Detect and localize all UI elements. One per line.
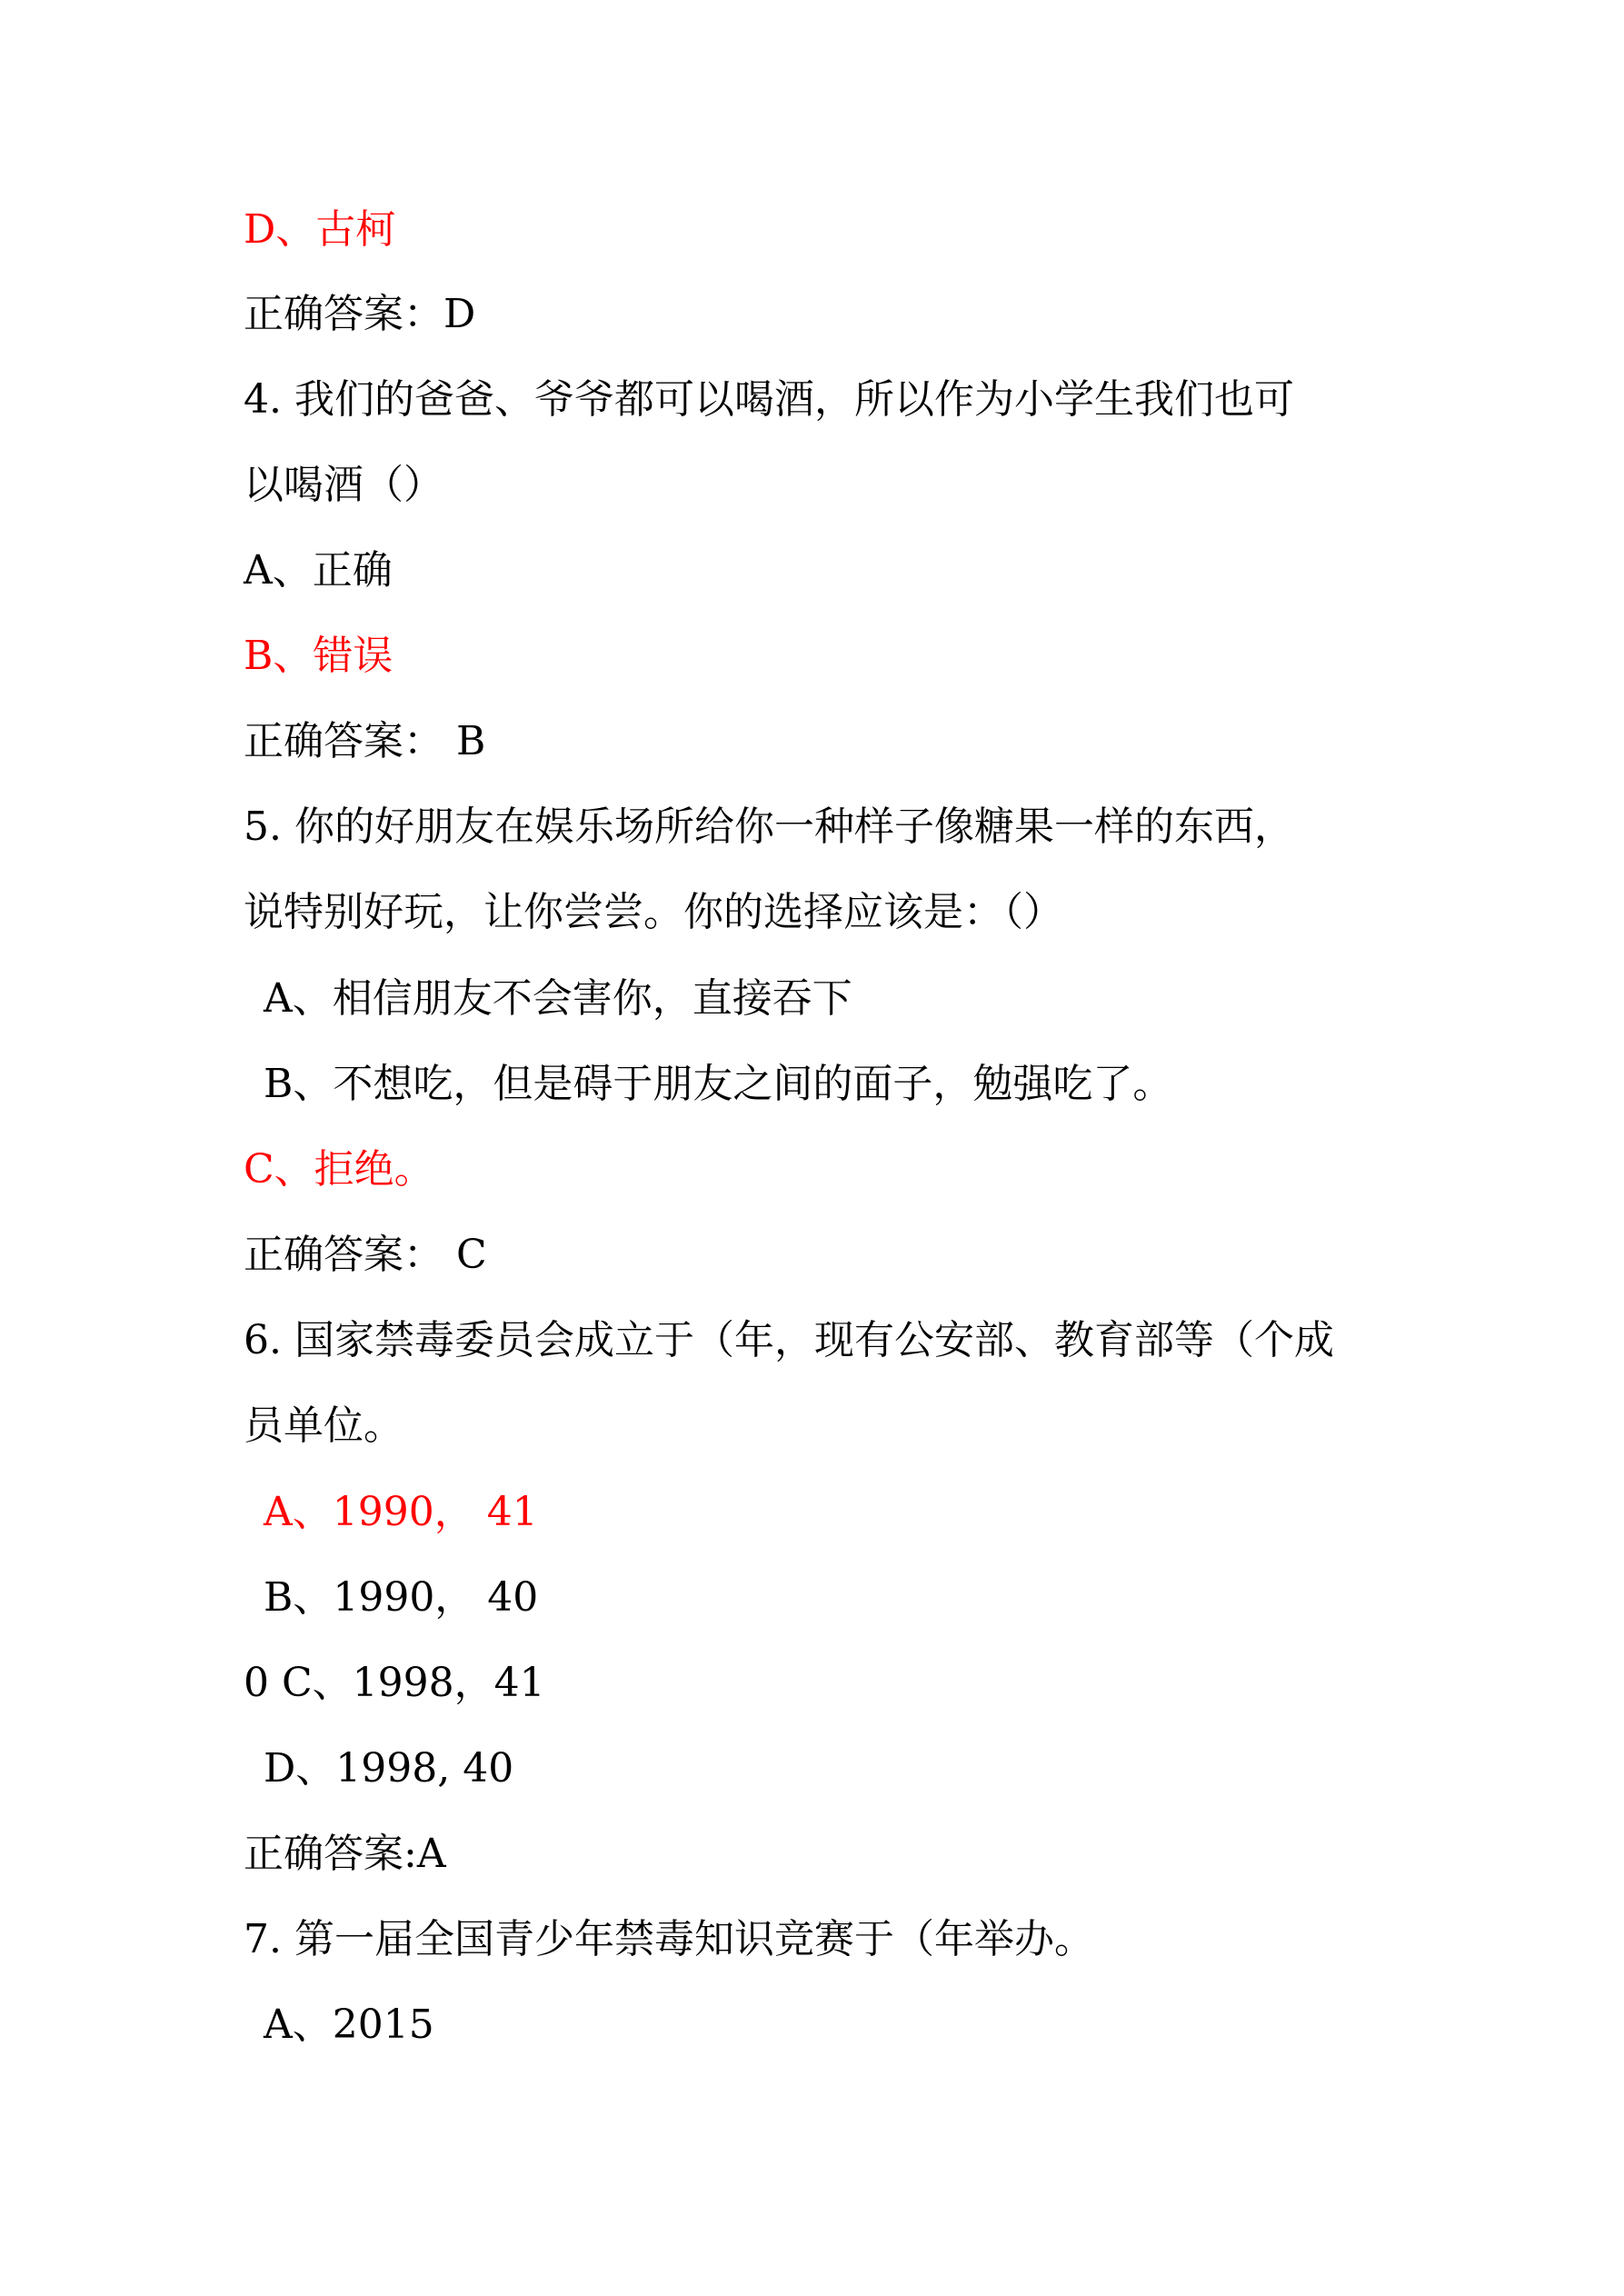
option-b: B、不想吃，但是碍于朋友之间的面子，勉强吃了。 [264, 1061, 1173, 1107]
option-c-answer: C、拒绝。 [244, 1146, 434, 1193]
question-4-text-cont: 以喝酒（） [244, 462, 443, 508]
option-a-answer: A、1990， 41 [264, 1489, 538, 1535]
option-d-answer: D、古柯 [244, 206, 396, 253]
option-c: 0 C、1998，41 [244, 1660, 545, 1706]
option-a: A、2015 [264, 2002, 434, 2048]
question-5-text: 5. 你的好朋友在娱乐场所给你一种样子像糖果一样的东西， [244, 804, 1294, 850]
option-a: A、正确 [244, 547, 393, 594]
option-a: A、相信朋友不会害你，直接吞下 [264, 975, 852, 1022]
correct-answer-line: 正确答案:A [244, 1831, 446, 1877]
option-b: B、1990， 40 [264, 1574, 539, 1621]
correct-answer-line: 正确答案：D [244, 291, 476, 337]
correct-answer-line: 正确答案： B [244, 718, 486, 764]
option-d: D、1998, 40 [264, 1745, 514, 1792]
option-b-answer: B、错误 [244, 633, 394, 679]
correct-answer-line: 正确答案： C [244, 1232, 487, 1278]
question-6-text: 6. 国家禁毒委员会成立于（年，现有公安部、教育部等（个成 [244, 1317, 1334, 1363]
question-6-text-cont: 员单位。 [244, 1403, 404, 1449]
question-4-text: 4. 我们的爸爸、爷爷都可以喝酒，所以作为小学生我们也可 [244, 376, 1294, 423]
question-7-text: 7. 第一届全国青少年禁毒知识竞赛于（年举办。 [244, 1916, 1094, 1962]
question-5-text-cont: 说特别好玩，让你尝尝。你的选择应该是：（） [244, 889, 1063, 935]
